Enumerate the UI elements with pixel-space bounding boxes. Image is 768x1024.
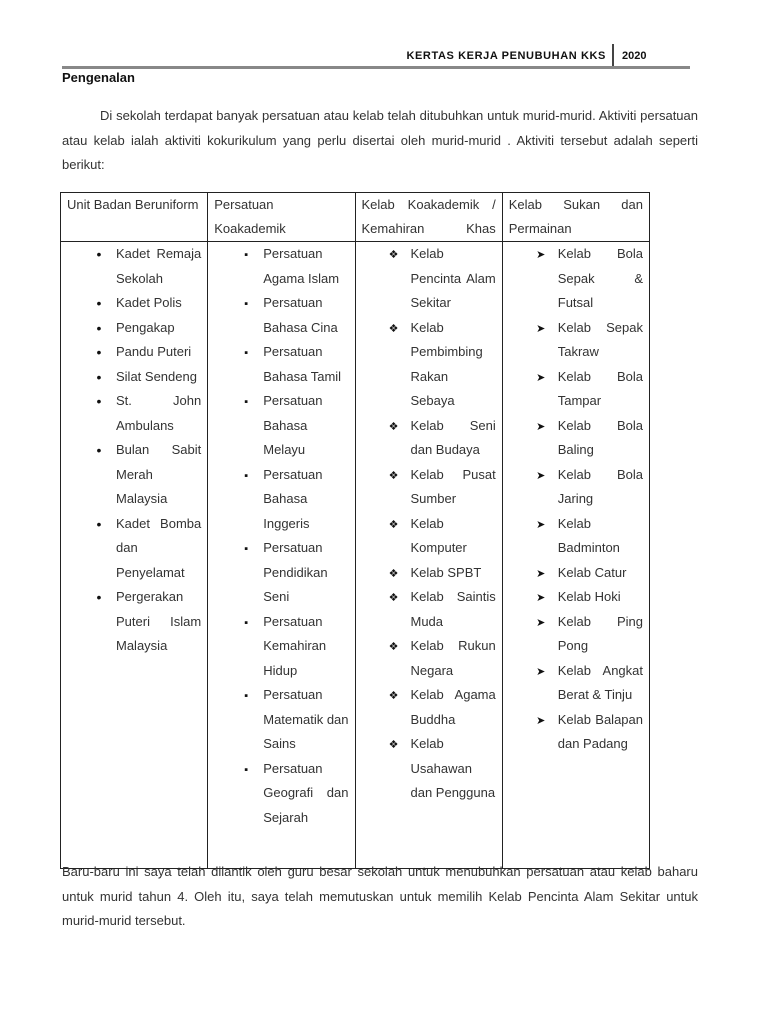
associations-list	[214, 242, 348, 830]
coacademic-clubs-list	[362, 242, 496, 806]
header-year: 2020	[622, 50, 647, 62]
header-title: KERTAS KERJA PENUBUHAN KKS	[406, 50, 606, 62]
outro-paragraph: Baru-baru ini saya telah dilantik oleh guru besar sekolah untuk menubuhkan persatuan atau kelab baharu untuk murid tahun 4. Oleh itu, saya telah memutuskan untuk memilih Kelab Pencinta Alam Sekitar untuk murid-murid tersebut.	[62, 864, 698, 928]
list-item-label: Silat Sendeng	[116, 368, 197, 384]
bullet-arrow-icon	[533, 610, 549, 636]
list-item-label: Kelab Bola Tampar	[557, 368, 643, 408]
list-item	[214, 242, 348, 291]
bullet-dot-icon	[91, 585, 107, 611]
list-item-label: Kelab Bola Jaring	[557, 466, 643, 506]
list-item-label: St. John Ambulans	[116, 393, 202, 433]
list-item-label: Kelab Pusat Sumber	[410, 466, 496, 506]
list-item-label: Persatuan Geografi dan Sejarah	[263, 760, 349, 825]
list-item	[67, 340, 201, 365]
bullet-arrow-icon	[533, 561, 549, 587]
list-item	[214, 610, 348, 684]
list-item	[509, 610, 643, 659]
header-rule	[62, 66, 690, 69]
list-item	[67, 585, 201, 659]
list-item	[509, 585, 643, 610]
list-item	[214, 683, 348, 757]
list-item-label: Kelab Seni dan Budaya	[410, 417, 496, 457]
list-item-label: Kelab Komputer	[410, 515, 467, 555]
list-item	[362, 414, 496, 463]
bullet-arrow-icon	[533, 585, 549, 611]
bullet-diamond-icon	[386, 732, 402, 758]
bullet-dot-icon	[91, 389, 107, 415]
bullet-dot-icon	[91, 316, 107, 342]
list-item-label: Kelab Agama Buddha	[410, 687, 496, 727]
list-item	[362, 242, 496, 316]
list-item-label: Pengakap	[116, 319, 175, 335]
list-item	[67, 438, 201, 512]
list-item	[509, 316, 643, 365]
bullet-square-icon	[238, 340, 254, 366]
list-item-label: Kelab Bola Sepak & Futsal	[557, 246, 643, 310]
list-item	[67, 389, 201, 438]
list-column	[502, 242, 649, 869]
list-item-label: Kelab Balapan dan Padang	[557, 711, 643, 751]
list-item-label: Kelab Ping Pong	[557, 613, 643, 653]
list-item-label: Kadet Remaja Sekolah	[116, 246, 202, 286]
list-item-label: Kelab Saintis Muda	[410, 589, 496, 629]
list-item	[509, 242, 643, 316]
list-item	[362, 585, 496, 634]
bullet-diamond-icon	[386, 414, 402, 440]
bullet-dot-icon	[91, 512, 107, 538]
list-item	[362, 683, 496, 732]
list-item-label: Persatuan Pendidikan Seni	[263, 540, 328, 604]
list-column	[61, 242, 208, 869]
list-item-label: Kelab Hoki	[557, 589, 621, 604]
list-item	[214, 757, 348, 831]
bullet-arrow-icon	[533, 659, 549, 685]
bullet-arrow-icon	[533, 512, 549, 538]
list-item	[214, 536, 348, 610]
list-item-label: Pergerakan Puteri Islam Malaysia	[116, 589, 202, 653]
list-item	[509, 463, 643, 512]
bullet-dot-icon	[91, 365, 107, 391]
sports-clubs-list	[509, 242, 643, 757]
bullet-square-icon	[238, 389, 254, 415]
list-item	[67, 365, 201, 390]
bullet-square-icon	[238, 683, 254, 709]
bullet-arrow-icon	[533, 242, 549, 268]
list-item-label: Kelab Catur	[557, 564, 627, 580]
bullet-diamond-icon	[386, 463, 402, 489]
list-item	[214, 291, 348, 340]
list-item	[509, 708, 643, 757]
list-item	[362, 463, 496, 512]
list-item-label: Kadet Polis	[116, 295, 182, 310]
bullet-diamond-icon	[386, 316, 402, 342]
list-item-label: Kelab SPBT	[410, 564, 482, 580]
list-item	[67, 242, 201, 291]
list-item	[362, 316, 496, 414]
list-item	[67, 316, 201, 341]
bullet-arrow-icon	[533, 463, 549, 489]
section-title: Pengenalan	[62, 70, 135, 85]
list-item	[509, 659, 643, 708]
list-item-label: Pandu Puteri	[116, 344, 192, 359]
bullet-square-icon	[238, 463, 254, 489]
list-item-label: Persatuan Bahasa Inggeris	[263, 466, 323, 531]
list-item-label: Persatuan Matematik dan Sains	[263, 687, 349, 751]
list-item-label: Persatuan Bahasa Cina	[263, 295, 338, 335]
list-item-label: Persatuan Bahasa Melayu	[263, 393, 323, 457]
list-item	[509, 561, 643, 586]
list-column	[355, 242, 502, 869]
bullet-diamond-icon	[386, 634, 402, 660]
list-item	[362, 561, 496, 586]
list-item-label: Bulan Sabit Merah Malaysia	[116, 442, 202, 506]
bullet-diamond-icon	[386, 585, 402, 611]
list-item	[214, 463, 348, 537]
bullet-dot-icon	[91, 438, 107, 464]
list-item-label: Persatuan Agama Islam	[263, 246, 340, 286]
list-item	[67, 512, 201, 586]
list-item	[214, 389, 348, 463]
list-item-label: Kelab Pembimbing Rakan Sebaya	[410, 319, 483, 408]
bullet-dot-icon	[91, 242, 107, 268]
list-item-label: Persatuan Bahasa Tamil	[263, 344, 342, 384]
bullet-square-icon	[238, 536, 254, 562]
bullet-square-icon	[238, 242, 254, 268]
bullet-arrow-icon	[533, 708, 549, 734]
list-item	[362, 732, 496, 806]
uniform-units-list	[67, 242, 201, 659]
clubs-table	[60, 192, 650, 869]
bullet-diamond-icon	[386, 561, 402, 587]
list-item	[509, 512, 643, 561]
intro-paragraph: Di sekolah terdapat banyak persatuan atau kelab telah ditubuhkan untuk murid-murid. Aktiviti persatuan atau kelab ialah aktiviti kokurikulum yang perlu disertai oleh murid-murid . Aktiviti tersebut adalah seperti berikut:	[62, 108, 698, 172]
bullet-diamond-icon	[386, 512, 402, 538]
list-item-label: Kadet Bomba dan Penyelamat	[116, 515, 202, 580]
bullet-dot-icon	[91, 291, 107, 317]
bullet-diamond-icon	[386, 242, 402, 268]
header-coacademic-clubs: Kelab Koakademik / Kemahiran Khas	[355, 193, 502, 242]
list-item	[67, 291, 201, 316]
bullet-arrow-icon	[533, 316, 549, 342]
bullet-dot-icon	[91, 340, 107, 366]
list-item-label: Kelab Usahawan dan Pengguna	[410, 736, 496, 800]
list-item-label: Kelab Sepak Takraw	[557, 319, 643, 359]
list-item-label: Kelab Bola Baling	[557, 417, 643, 457]
list-item-label: Kelab Angkat Berat & Tinju	[557, 662, 643, 702]
bullet-diamond-icon	[386, 683, 402, 709]
bullet-square-icon	[238, 610, 254, 636]
header-coacademic-associations: Persatuan Koakademik	[208, 193, 355, 242]
header-sports-clubs: Kelab Sukan dan Permainan	[502, 193, 649, 242]
bullet-square-icon	[238, 291, 254, 317]
list-item	[509, 365, 643, 414]
header-uniform-units: Unit Badan Beruniform	[61, 193, 208, 242]
bullet-arrow-icon	[533, 414, 549, 440]
header-divider	[612, 44, 614, 68]
list-item-label: Kelab Badminton	[557, 515, 620, 555]
list-item	[214, 340, 348, 389]
list-item	[509, 414, 643, 463]
list-item-label: Kelab Rukun Negara	[410, 638, 496, 678]
list-item	[362, 634, 496, 683]
list-column	[208, 242, 355, 869]
list-item-label: Persatuan Kemahiran Hidup	[263, 613, 327, 678]
bullet-square-icon	[238, 757, 254, 783]
table-header-row	[61, 193, 650, 242]
list-item	[362, 512, 496, 561]
bullet-arrow-icon	[533, 365, 549, 391]
list-item-label: Kelab Pencinta Alam Sekitar	[410, 246, 496, 310]
table-body-row	[61, 242, 650, 869]
